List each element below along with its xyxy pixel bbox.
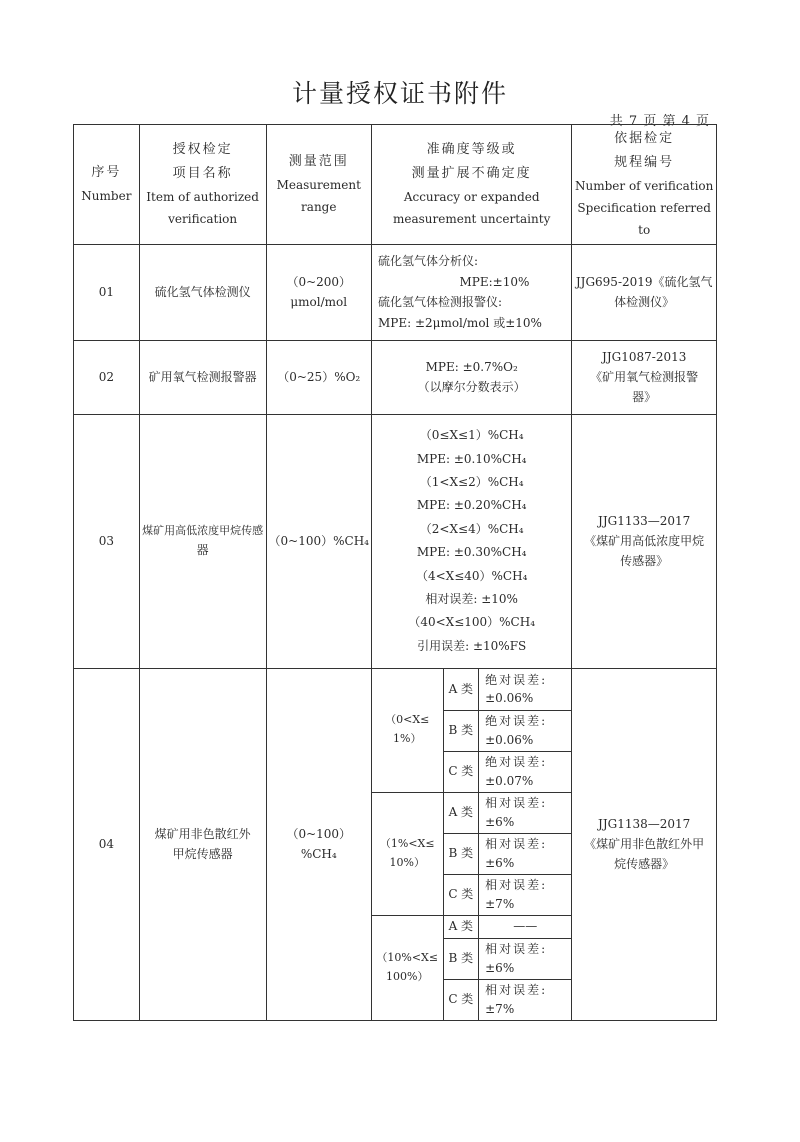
header-number-zh: 序号 [91, 165, 122, 181]
error-cell [479, 751, 572, 792]
accuracy-line: MPE: ±0.10%CH₄ [416, 451, 527, 466]
row-spec [572, 244, 717, 340]
accuracy-line: 引用误差: ±10%FS [417, 638, 527, 653]
row-item [139, 414, 266, 668]
sub-range-line: （10%<X≤ [376, 950, 439, 964]
row-number: 01 [74, 244, 140, 340]
row-spec-line: JJG695-2019《硫化氢气 [575, 274, 713, 289]
error-cell [479, 792, 572, 833]
row-number: 04 [74, 668, 140, 1020]
row-spec [572, 668, 717, 1020]
row-item: 硫化氢气体检测仪 [139, 244, 266, 340]
error-cell [479, 979, 572, 1020]
row-spec [572, 414, 717, 668]
error-cell [479, 938, 572, 979]
header-number-en: Number [81, 189, 132, 204]
row-range-line: （0~100） [286, 826, 352, 841]
error-cell [479, 833, 572, 874]
header-spec-en-2: Specification referred to [577, 201, 711, 238]
error-type: 相对误差: [485, 837, 548, 852]
row-item-line: 煤矿用高低浓度甲烷传感 [142, 523, 264, 537]
row-accuracy [371, 340, 571, 414]
row-spec [572, 340, 717, 414]
sub-range-line: 1%） [393, 732, 422, 746]
row-item-line: 煤矿用非色散红外 [154, 826, 251, 841]
class-label: A 类 [443, 668, 479, 710]
sub-range [371, 915, 443, 1020]
row-spec-line: 《矿用氧气检测报警 [590, 369, 699, 384]
error-type: 相对误差: [485, 983, 548, 998]
header-accuracy-en-1: Accuracy or expanded [403, 190, 540, 205]
accuracy-line: 相对误差: ±10% [425, 591, 518, 606]
row-item-line: 器 [196, 543, 209, 558]
class-label: C 类 [443, 874, 479, 915]
accuracy-line: 硫化氢气体分析仪: [377, 254, 479, 269]
header-spec-en-1: Number of verification [575, 179, 714, 194]
sub-range-line: 10%） [389, 855, 425, 869]
accuracy-line: MPE: ±0.20%CH₄ [416, 498, 527, 513]
accuracy-line: （1<X≤2）%CH₄ [419, 474, 524, 489]
header-range-en-1: Measurement [276, 178, 361, 193]
accuracy-line: （4<X≤40）%CH₄ [415, 568, 528, 583]
accuracy-line: （0≤X≤1）%CH₄ [419, 428, 524, 443]
row-item: 矿用氧气检测报警器 [139, 340, 266, 414]
error-value: ±0.06% [485, 732, 534, 747]
error-value: ±6% [485, 814, 515, 829]
header-item-en-2: verification [168, 212, 238, 227]
row-spec-line: JJG1087-2013 [602, 349, 687, 364]
error-value: ±0.06% [485, 691, 534, 706]
class-label: A 类 [443, 792, 479, 833]
class-label: C 类 [443, 751, 479, 792]
class-label: C 类 [443, 979, 479, 1020]
accuracy-line: MPE: ±0.7%O₂ [425, 359, 518, 374]
row-spec-line: 体检测仪》 [614, 295, 675, 310]
header-spec-zh-1: 依据检定 [614, 131, 675, 146]
row-range-line: %CH₄ [300, 847, 337, 862]
error-cell [479, 874, 572, 915]
table-header-row [74, 125, 717, 245]
header-item-zh-2: 项目名称 [172, 166, 233, 182]
table-row [74, 244, 717, 340]
header-range [266, 125, 371, 245]
row-range [266, 668, 371, 1020]
sub-range [371, 668, 443, 792]
row-range [266, 244, 371, 340]
accuracy-line: 硫化氢气体检测报警仪: [377, 295, 503, 310]
row-range: （0~100）%CH₄ [266, 414, 371, 668]
error-type: 相对误差: [485, 796, 548, 811]
header-accuracy-zh-2: 测量扩展不确定度 [411, 166, 532, 182]
row-number: 03 [74, 414, 140, 668]
header-accuracy [371, 125, 571, 245]
sub-range [371, 792, 443, 915]
header-item [139, 125, 266, 245]
error-type: 绝对误差: [485, 672, 548, 687]
error-value: ±6% [485, 960, 515, 975]
row-accuracy [371, 414, 571, 668]
accuracy-line: MPE: ±2μmol/mol 或±10% [377, 315, 542, 330]
error-value: ±7% [485, 896, 515, 911]
row-accuracy [371, 244, 571, 340]
row-spec-line: 传感器》 [620, 554, 669, 569]
header-item-en-1: Item of authorized [146, 190, 259, 205]
error-type: 相对误差: [485, 878, 548, 893]
authorization-table [73, 124, 717, 1021]
table-row [74, 340, 717, 414]
sub-range-line: （1%<X≤ [379, 836, 435, 850]
header-range-zh: 测量范围 [288, 154, 349, 170]
row-spec-line: 器》 [632, 390, 657, 405]
accuracy-line: （40<X≤100）%CH₄ [408, 615, 536, 630]
row-spec-line: 烷传感器》 [614, 857, 675, 872]
error-type: 绝对误差: [485, 755, 548, 770]
accuracy-line: MPE:±10% [459, 274, 530, 289]
header-spec-zh-2: 规程编号 [614, 155, 675, 171]
row-spec-line: 《煤矿用高低浓度甲烷 [584, 533, 705, 548]
table-row [74, 668, 717, 710]
table-row [74, 414, 717, 668]
error-value: ±0.07% [485, 773, 534, 788]
class-label: B 类 [443, 938, 479, 979]
accuracy-line: （2<X≤4）%CH₄ [419, 521, 524, 536]
row-spec-line: JJG1138—2017 [598, 816, 691, 831]
sub-range-line: 100%） [386, 969, 429, 983]
header-number [74, 125, 140, 245]
class-label: A 类 [443, 915, 479, 938]
accuracy-line: MPE: ±0.30%CH₄ [416, 545, 527, 560]
document-title: 计量授权证书附件 [291, 79, 508, 108]
header-accuracy-en-2: measurement uncertainty [392, 212, 551, 227]
accuracy-line: （以摩尔分数表示） [417, 380, 526, 395]
error-cell: —— [479, 915, 572, 938]
header-item-zh-1: 授权检定 [172, 142, 233, 158]
error-type: 相对误差: [485, 942, 548, 957]
row-number: 02 [74, 340, 140, 414]
header-spec [572, 125, 717, 245]
header-range-en-2: range [301, 200, 337, 215]
error-value: ±6% [485, 855, 515, 870]
row-item [139, 668, 266, 1020]
header-accuracy-zh-1: 准确度等级或 [426, 142, 517, 158]
row-range-line: （0~200） [286, 274, 352, 289]
row-spec-line: 《煤矿用非色散红外甲 [584, 836, 705, 851]
error-cell [479, 668, 572, 710]
row-spec-line: JJG1133—2017 [598, 513, 691, 528]
class-label: B 类 [443, 833, 479, 874]
sub-range-line: （0<X≤ [385, 713, 430, 727]
error-value: ±7% [485, 1001, 515, 1016]
error-type: 绝对误差: [485, 714, 548, 729]
class-label: B 类 [443, 710, 479, 751]
row-item-line: 甲烷传感器 [172, 847, 233, 862]
row-range: （0~25）%O₂ [266, 340, 371, 414]
row-range-line: μmol/mol [290, 295, 348, 310]
page-indicator: 共 7 页 第 4 页 [609, 114, 710, 129]
error-cell [479, 710, 572, 751]
